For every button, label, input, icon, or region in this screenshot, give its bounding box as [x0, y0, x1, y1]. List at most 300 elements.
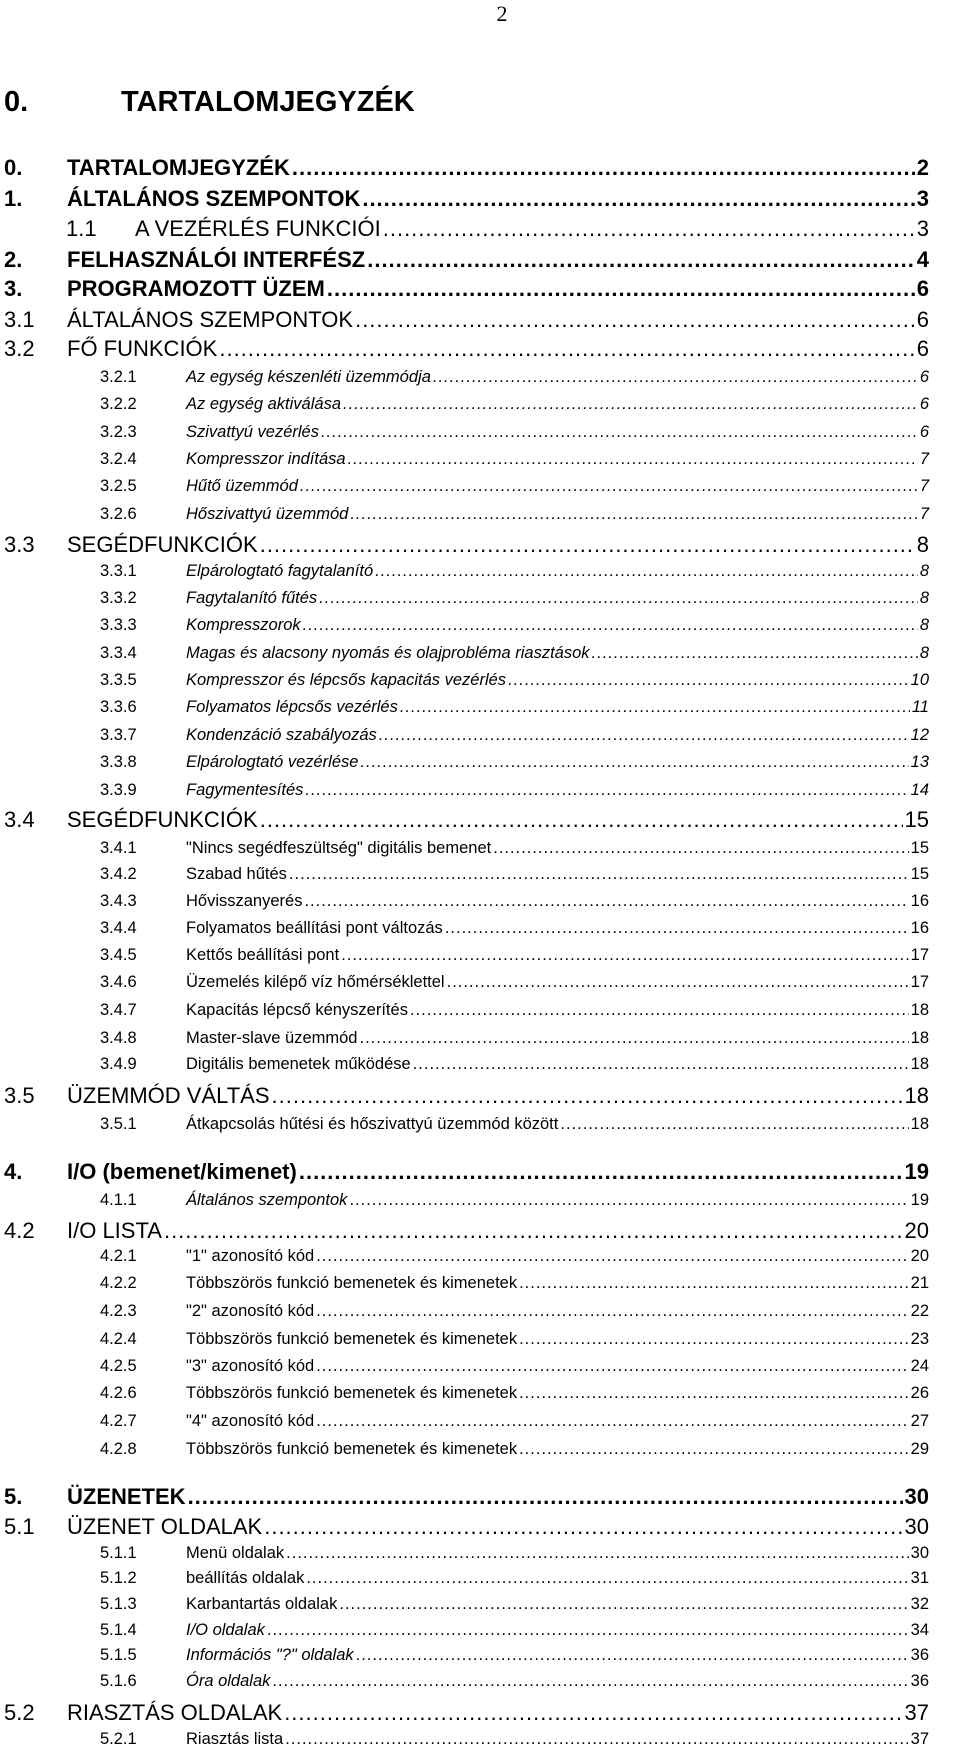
toc-entry-line: [100, 1384, 929, 1403]
toc-entry[interactable]: [0, 919, 960, 943]
toc-dot-leader: [339, 1595, 908, 1614]
toc-entry-line: [4, 186, 929, 212]
toc-entry-line: [4, 247, 929, 273]
toc-entry-title: Menü oldalak: [186, 1544, 285, 1562]
toc-entry-number: 5.1.5: [100, 1646, 137, 1664]
toc-dot-leader: [267, 1621, 909, 1640]
toc-entry[interactable]: [0, 395, 960, 419]
toc-dot-leader: [433, 368, 918, 387]
toc-entry-title: Többszörös funkció bemenetek és kimenetek: [186, 1440, 518, 1458]
toc-entry-title: Kettős beállítási pont: [186, 946, 340, 964]
toc-entry-number: 3.3.5: [100, 671, 137, 689]
toc-entry-line: [100, 1029, 929, 1048]
toc-entry-page: 30: [910, 1544, 929, 1562]
toc-dot-leader: [306, 1569, 908, 1588]
toc-entry-number: 5.1: [4, 1514, 35, 1539]
page-title-number: 0.: [4, 86, 29, 118]
toc-entry[interactable]: [0, 1274, 960, 1298]
toc-entry-page: 22: [910, 1302, 929, 1320]
toc-entry-number: 3.2.4: [100, 450, 137, 468]
toc-entry-page: 18: [904, 1083, 929, 1108]
toc-dot-leader: [349, 1191, 908, 1210]
toc-entry-page: 18: [910, 1029, 929, 1047]
toc-entry-title: "2" azonosító kód: [186, 1302, 315, 1320]
toc-dot-leader: [519, 1384, 909, 1403]
toc-dot-leader: [316, 1357, 908, 1376]
toc-entry-number: 4.2.8: [100, 1440, 137, 1458]
toc-dot-leader: [400, 698, 910, 717]
toc-entry[interactable]: [0, 450, 960, 474]
toc-entry-line: [100, 1247, 929, 1266]
toc-entry[interactable]: [0, 1412, 960, 1436]
toc-entry-line: [4, 276, 929, 302]
toc-entry-title: beállítás oldalak: [186, 1569, 305, 1587]
toc-entry[interactable]: [0, 423, 960, 447]
toc-entry[interactable]: [0, 1484, 960, 1514]
toc-entry-page: 18: [910, 1055, 929, 1073]
toc-entry[interactable]: [0, 247, 960, 277]
toc-dot-leader: [348, 450, 918, 469]
toc-entry-page: 8: [919, 589, 929, 607]
toc-entry-title: Többszörös funkció bemenetek és kimenetek: [186, 1330, 518, 1348]
toc-entry-page: 7: [919, 505, 929, 523]
toc-entry-line: [100, 1440, 929, 1459]
page-number: 2: [496, 1, 508, 26]
toc-dot-leader: [164, 1218, 903, 1244]
toc-entry[interactable]: [0, 1115, 960, 1139]
toc-entry-page: 13: [910, 753, 929, 771]
toc-entry-number: 3.4.8: [100, 1029, 137, 1047]
toc-entry-page: 12: [910, 726, 929, 744]
toc-entry-line: [100, 1330, 929, 1349]
toc-entry[interactable]: [0, 781, 960, 805]
toc-entry[interactable]: [0, 671, 960, 695]
toc-entry-number: 3.4.4: [100, 919, 137, 937]
toc-entry-page: 20: [904, 1218, 929, 1243]
toc-entry-title: RIASZTÁS OLDALAK: [67, 1700, 283, 1725]
toc-entry[interactable]: [0, 726, 960, 750]
toc-entry-title: Riasztás lista: [186, 1730, 284, 1748]
toc-entry[interactable]: [0, 368, 960, 392]
toc-entry-line: [100, 477, 929, 496]
toc-entry-line: [100, 1001, 929, 1020]
toc-entry-number: 3.4.5: [100, 946, 137, 964]
toc-entry-line: [100, 505, 929, 524]
toc-entry-line: [100, 589, 929, 608]
toc-entry-page: 6: [919, 423, 929, 441]
toc-entry-title: Kompresszor indítása: [186, 450, 346, 468]
toc-entry-number: 3.5.1: [100, 1115, 137, 1133]
toc-entry-title: Hővisszanyerés: [186, 892, 303, 910]
toc-dot-leader: [316, 1302, 908, 1321]
toc-entry-page: 17: [910, 946, 929, 964]
toc-entry-title: Elpárologtató vezérlése: [186, 753, 359, 771]
toc-entry[interactable]: [0, 839, 960, 863]
toc-entry-page: 6: [919, 395, 929, 413]
toc-entry-number: 5.2.1: [100, 1730, 137, 1748]
toc-entry-title: Hűtő üzemmód: [186, 477, 298, 495]
toc-entry-number: 3.2.6: [100, 505, 137, 523]
toc-entry-line: [100, 1274, 929, 1293]
toc-entry-number: 3.3.4: [100, 644, 137, 662]
toc-entry-line: [100, 1191, 929, 1210]
toc-entry[interactable]: [0, 1384, 960, 1408]
toc-entry[interactable]: [0, 946, 960, 970]
toc-entry-line: [100, 1115, 929, 1134]
toc-entry-page: 31: [910, 1569, 929, 1587]
toc-entry-line: [100, 781, 929, 800]
toc-entry-page: 37: [910, 1730, 929, 1748]
toc-entry-title: Óra oldalak: [186, 1672, 271, 1690]
toc-entry-page: 18: [910, 1001, 929, 1019]
toc-entry-page: 37: [904, 1700, 929, 1725]
toc-entry-number: 5.1.3: [100, 1595, 137, 1613]
toc-entry[interactable]: [0, 865, 960, 889]
toc-entry-title: ÜZEMMÓD VÁLTÁS: [67, 1083, 270, 1108]
toc-entry-number: 2.: [4, 247, 23, 272]
toc-dot-leader: [508, 671, 909, 690]
toc-dot-leader: [264, 1514, 902, 1540]
toc-entry-page: 14: [910, 781, 929, 799]
toc-entry[interactable]: [0, 186, 960, 216]
toc-entry-title: FŐ FUNKCIÓK: [67, 336, 218, 361]
page-title-text: TARTALOMJEGYZÉK: [121, 86, 415, 118]
toc-entry[interactable]: [0, 1672, 960, 1696]
toc-entry[interactable]: [0, 1055, 960, 1079]
toc-entry-number: 5.1.4: [100, 1621, 137, 1639]
toc-entry-number: 4.2.1: [100, 1247, 137, 1265]
toc-dot-leader: [319, 589, 918, 608]
toc-entry[interactable]: [0, 216, 960, 246]
toc-entry-title: Az egység készenléti üzemmódja: [186, 368, 431, 386]
toc-entry-line: [4, 532, 929, 558]
toc-entry[interactable]: [0, 1440, 960, 1464]
toc-entry[interactable]: [0, 1247, 960, 1271]
toc-dot-leader: [379, 726, 909, 745]
toc-entry-page: 8: [919, 616, 929, 634]
toc-dot-leader: [360, 753, 908, 772]
toc-entry[interactable]: [0, 505, 960, 529]
toc-entry[interactable]: [0, 1191, 960, 1215]
toc-entry-title: ÜZENET OLDALAK: [67, 1514, 263, 1539]
toc-entry-number: 4.: [4, 1159, 23, 1184]
toc-dot-leader: [447, 973, 909, 992]
toc-entry[interactable]: [0, 155, 960, 185]
toc-entry-page: 27: [910, 1412, 929, 1430]
toc-entry[interactable]: [0, 1159, 960, 1189]
toc-entry-number: 4.2.4: [100, 1330, 137, 1348]
toc-dot-leader: [445, 919, 909, 938]
toc-dot-leader: [383, 216, 915, 242]
toc-entry-line: [100, 946, 929, 965]
toc-entry-line: [4, 1700, 929, 1726]
toc-dot-leader: [292, 155, 915, 181]
toc-dot-leader: [289, 865, 909, 884]
toc-dot-leader: [519, 1440, 909, 1459]
toc-entry-number: 5.1.6: [100, 1672, 137, 1690]
toc-entry-page: 2: [916, 155, 929, 180]
toc-entry-title: Karbantartás oldalak: [186, 1595, 338, 1613]
toc-entry[interactable]: [0, 336, 960, 366]
toc-entry-number: 3.2.5: [100, 477, 137, 495]
toc-entry-page: 6: [916, 307, 929, 332]
toc-entry-line: [100, 1730, 929, 1749]
toc-entry-line: [100, 698, 929, 717]
toc-entry-number: 3.4.9: [100, 1055, 137, 1073]
toc-entry-number: 3.2.1: [100, 368, 137, 386]
toc-entry-number: 3.2: [4, 336, 35, 361]
toc-dot-leader: [375, 562, 918, 581]
toc-entry-title: Szivattyú vezérlés: [186, 423, 319, 441]
toc-entry[interactable]: [0, 892, 960, 916]
toc-entry-title: Digitális bemenetek működése: [186, 1055, 411, 1073]
toc-dot-leader: [272, 1672, 908, 1691]
toc-entry-line: [4, 336, 929, 362]
toc-entry-page: 21: [910, 1274, 929, 1292]
toc-entry[interactable]: [0, 1730, 960, 1754]
toc-entry-title: Többszörös funkció bemenetek és kimenetek: [186, 1274, 518, 1292]
toc-entry-line: [100, 671, 929, 690]
toc-entry[interactable]: [0, 644, 960, 668]
toc-dot-leader: [410, 1001, 909, 1020]
toc-dot-leader: [286, 1544, 908, 1563]
toc-entry-line: [4, 1484, 929, 1510]
toc-dot-leader: [303, 616, 918, 635]
toc-entry-page: 7: [919, 477, 929, 495]
toc-entry[interactable]: [0, 1083, 960, 1113]
toc-entry[interactable]: [0, 589, 960, 613]
toc-entry-number: 3.2.3: [100, 423, 137, 441]
toc-entry-page: 32: [910, 1595, 929, 1613]
toc-dot-leader: [188, 1484, 903, 1510]
toc-entry[interactable]: [0, 1330, 960, 1354]
toc-entry-page: 26: [910, 1384, 929, 1402]
toc-entry-line: [100, 919, 929, 938]
toc-dot-leader: [304, 892, 908, 911]
toc-entry-number: 4.1.1: [100, 1191, 137, 1209]
toc-entry-number: 4.2.3: [100, 1302, 137, 1320]
toc-entry[interactable]: [0, 1302, 960, 1326]
toc-entry[interactable]: [0, 1569, 960, 1593]
toc-entry-number: 4.2.2: [100, 1274, 137, 1292]
toc-entry-number: 1.1: [66, 216, 97, 241]
toc-entry-title: Üzemelés kilépő víz hőmérséklettel: [186, 973, 445, 991]
toc-entry-number: 3.4.2: [100, 865, 137, 883]
toc-dot-leader: [343, 395, 918, 414]
toc-entry-title: Szabad hűtés: [186, 865, 287, 883]
toc-entry-line: [100, 839, 929, 858]
toc-entry-title: SEGÉDFUNKCIÓK: [67, 807, 258, 832]
toc-dot-leader: [519, 1274, 909, 1293]
toc-dot-leader: [219, 336, 914, 362]
page-title: [4, 82, 415, 122]
toc-entry-title: Kondenzáció szabályozás: [186, 726, 377, 744]
toc-entry-title: Információs "?" oldalak: [186, 1646, 354, 1664]
toc-entry-number: 5.1.2: [100, 1569, 137, 1587]
toc-entry-title: ÁLTALÁNOS SZEMPONTOK: [67, 307, 354, 332]
toc-entry-line: [4, 807, 929, 833]
toc-dot-leader: [272, 1083, 903, 1109]
toc-entry-number: 3.3.1: [100, 562, 137, 580]
toc-entry-title: SEGÉDFUNKCIÓK: [67, 532, 258, 557]
toc-entry-number: 1.: [4, 186, 23, 211]
toc-entry-line: [100, 395, 929, 414]
toc-entry-number: 3.5: [4, 1083, 35, 1108]
toc-entry-page: 16: [910, 892, 929, 910]
toc-entry-line: [100, 1672, 929, 1691]
toc-dot-leader: [355, 307, 915, 333]
toc-entry-page: 30: [904, 1484, 929, 1509]
toc-dot-leader: [321, 423, 918, 442]
toc-entry-page: 19: [904, 1159, 929, 1184]
toc-entry-page: 15: [910, 865, 929, 883]
toc-entry-page: 11: [911, 698, 929, 716]
toc-entry-title: I/O LISTA: [67, 1218, 162, 1243]
toc-entry[interactable]: [0, 973, 960, 997]
toc-entry-title: Fagytalanító fűtés: [186, 589, 318, 607]
toc-entry[interactable]: [0, 698, 960, 722]
toc-entry[interactable]: [0, 1218, 960, 1248]
toc-dot-leader: [413, 1055, 909, 1074]
toc-entry-page: 15: [904, 807, 929, 832]
toc-entry-title: "4" azonosító kód: [186, 1412, 315, 1430]
toc-entry-line: [100, 1646, 929, 1665]
toc-entry-number: 3.3.9: [100, 781, 137, 799]
toc-entry[interactable]: [0, 753, 960, 777]
toc-dot-leader: [305, 781, 908, 800]
toc-entry[interactable]: [0, 1357, 960, 1381]
toc-entry-line: [100, 973, 929, 992]
toc-entry-number: 3.3.3: [100, 616, 137, 634]
toc-entry[interactable]: [0, 1029, 960, 1053]
toc-entry-page: 15: [910, 839, 929, 857]
toc-entry[interactable]: [0, 1700, 960, 1730]
toc-entry[interactable]: [0, 532, 960, 562]
toc-entry-title: Fagymentesítés: [186, 781, 304, 799]
toc-entry-page: 19: [910, 1191, 929, 1209]
toc-entry-page: 4: [916, 247, 929, 272]
toc-entry-number: 4.2.7: [100, 1412, 137, 1430]
toc-entry-title: I/O (bemenet/kimenet): [67, 1159, 297, 1184]
toc-dot-leader: [560, 1115, 908, 1134]
toc-entry-page: 30: [904, 1514, 929, 1539]
toc-entry-number: 0.: [4, 155, 23, 180]
toc-entry-line: [100, 892, 929, 911]
toc-entry[interactable]: [0, 1646, 960, 1670]
toc-entry-number: 5.: [4, 1484, 23, 1509]
toc-entry-title: Magas és alacsony nyomás és olajprobléma riasztások: [186, 644, 590, 662]
toc-entry-title: "3" azonosító kód: [186, 1357, 315, 1375]
toc-entry-line: [4, 155, 929, 181]
toc-entry-page: 36: [910, 1672, 929, 1690]
toc-entry-title: Folyamatos beállítási pont változás: [186, 919, 443, 937]
toc-entry-line: [100, 865, 929, 884]
toc-entry-number: 3.4.7: [100, 1001, 137, 1019]
toc-dot-leader: [316, 1412, 908, 1431]
toc-entry-title: Kapacitás lépcső kényszerítés: [186, 1001, 408, 1019]
toc-dot-leader: [299, 1159, 903, 1185]
toc-entry-line: [100, 1302, 929, 1321]
toc-entry-number: 3.4.1: [100, 839, 137, 857]
toc-entry-line: [4, 1083, 929, 1109]
toc-entry[interactable]: [0, 807, 960, 837]
toc-entry-line: [100, 1595, 929, 1614]
toc-entry-page: 23: [910, 1330, 929, 1348]
toc-dot-leader: [284, 1700, 902, 1726]
toc-entry-title: Folyamatos lépcsős vezérlés: [186, 698, 398, 716]
toc-entry-page: 3: [916, 186, 929, 211]
toc-dot-leader: [356, 1646, 909, 1665]
toc-entry-page: 6: [919, 368, 929, 386]
toc-entry-number: 3.3.7: [100, 726, 137, 744]
toc-entry-page: 6: [916, 336, 929, 361]
toc-entry-line: [100, 368, 929, 387]
toc-entry-page: 34: [910, 1621, 929, 1639]
toc-entry[interactable]: [0, 307, 960, 337]
toc-entry-title: PROGRAMOZOTT ÜZEM: [67, 276, 325, 301]
toc-dot-leader: [350, 505, 918, 524]
toc-entry-page: 7: [919, 450, 929, 468]
toc-entry-page: 10: [910, 671, 929, 689]
toc-entry[interactable]: [0, 1544, 960, 1568]
toc-entry-title: Elpárologtató fagytalanító: [186, 562, 374, 580]
toc-dot-leader: [285, 1730, 908, 1749]
toc-entry-number: 3.3: [4, 532, 35, 557]
toc-entry-title: Többszörös funkció bemenetek és kimenetek: [186, 1384, 518, 1402]
toc-entry-number: 4.2.6: [100, 1384, 137, 1402]
toc-entry[interactable]: [0, 1621, 960, 1645]
toc-entry-line: [4, 1514, 929, 1540]
toc-entry-title: Átkapcsolás hűtési és hőszivattyú üzemmód között: [186, 1115, 559, 1133]
toc-entry-number: 3.4.3: [100, 892, 137, 910]
toc-entry-title: A VEZÉRLÉS FUNKCIÓI: [135, 216, 381, 241]
toc-entry[interactable]: [0, 1595, 960, 1619]
toc-entry-line: [100, 1055, 929, 1074]
toc-entry-title: Hőszivattyú üzemmód: [186, 505, 349, 523]
toc-dot-leader: [519, 1330, 909, 1349]
toc-dot-leader: [367, 247, 915, 273]
toc-entry[interactable]: [0, 562, 960, 586]
toc-entry-number: 4.2.5: [100, 1357, 137, 1375]
toc-entry-line: [100, 616, 929, 635]
toc-dot-leader: [341, 946, 908, 965]
toc-entry-line: [100, 644, 929, 663]
toc-entry-page: 24: [910, 1357, 929, 1375]
toc-dot-leader: [300, 477, 918, 496]
toc-entry-line: [100, 1569, 929, 1588]
toc-entry-line: [4, 1218, 929, 1244]
toc-entry-page: 18: [910, 1115, 929, 1133]
toc-dot-leader: [316, 1247, 908, 1266]
toc-entry-number: 4.2: [4, 1218, 35, 1243]
toc-entry-title: Kompresszorok: [186, 616, 301, 634]
toc-dot-leader: [260, 807, 903, 833]
toc-entry[interactable]: [0, 1001, 960, 1025]
toc-entry-page: 6: [916, 276, 929, 301]
toc-entry[interactable]: [0, 616, 960, 640]
toc-entry-number: 3.: [4, 276, 23, 301]
toc-entry[interactable]: [0, 276, 960, 306]
toc-entry-line: [4, 1159, 929, 1185]
toc-entry-title: "1" azonosító kód: [186, 1247, 315, 1265]
toc-entry[interactable]: [0, 1514, 960, 1544]
toc-dot-leader: [260, 532, 915, 558]
toc-entry-number: 3.3.8: [100, 753, 137, 771]
toc-entry[interactable]: [0, 477, 960, 501]
toc-entry-title: ÜZENETEK: [67, 1484, 186, 1509]
toc-dot-leader: [359, 1029, 908, 1048]
toc-entry-page: 8: [919, 644, 929, 662]
